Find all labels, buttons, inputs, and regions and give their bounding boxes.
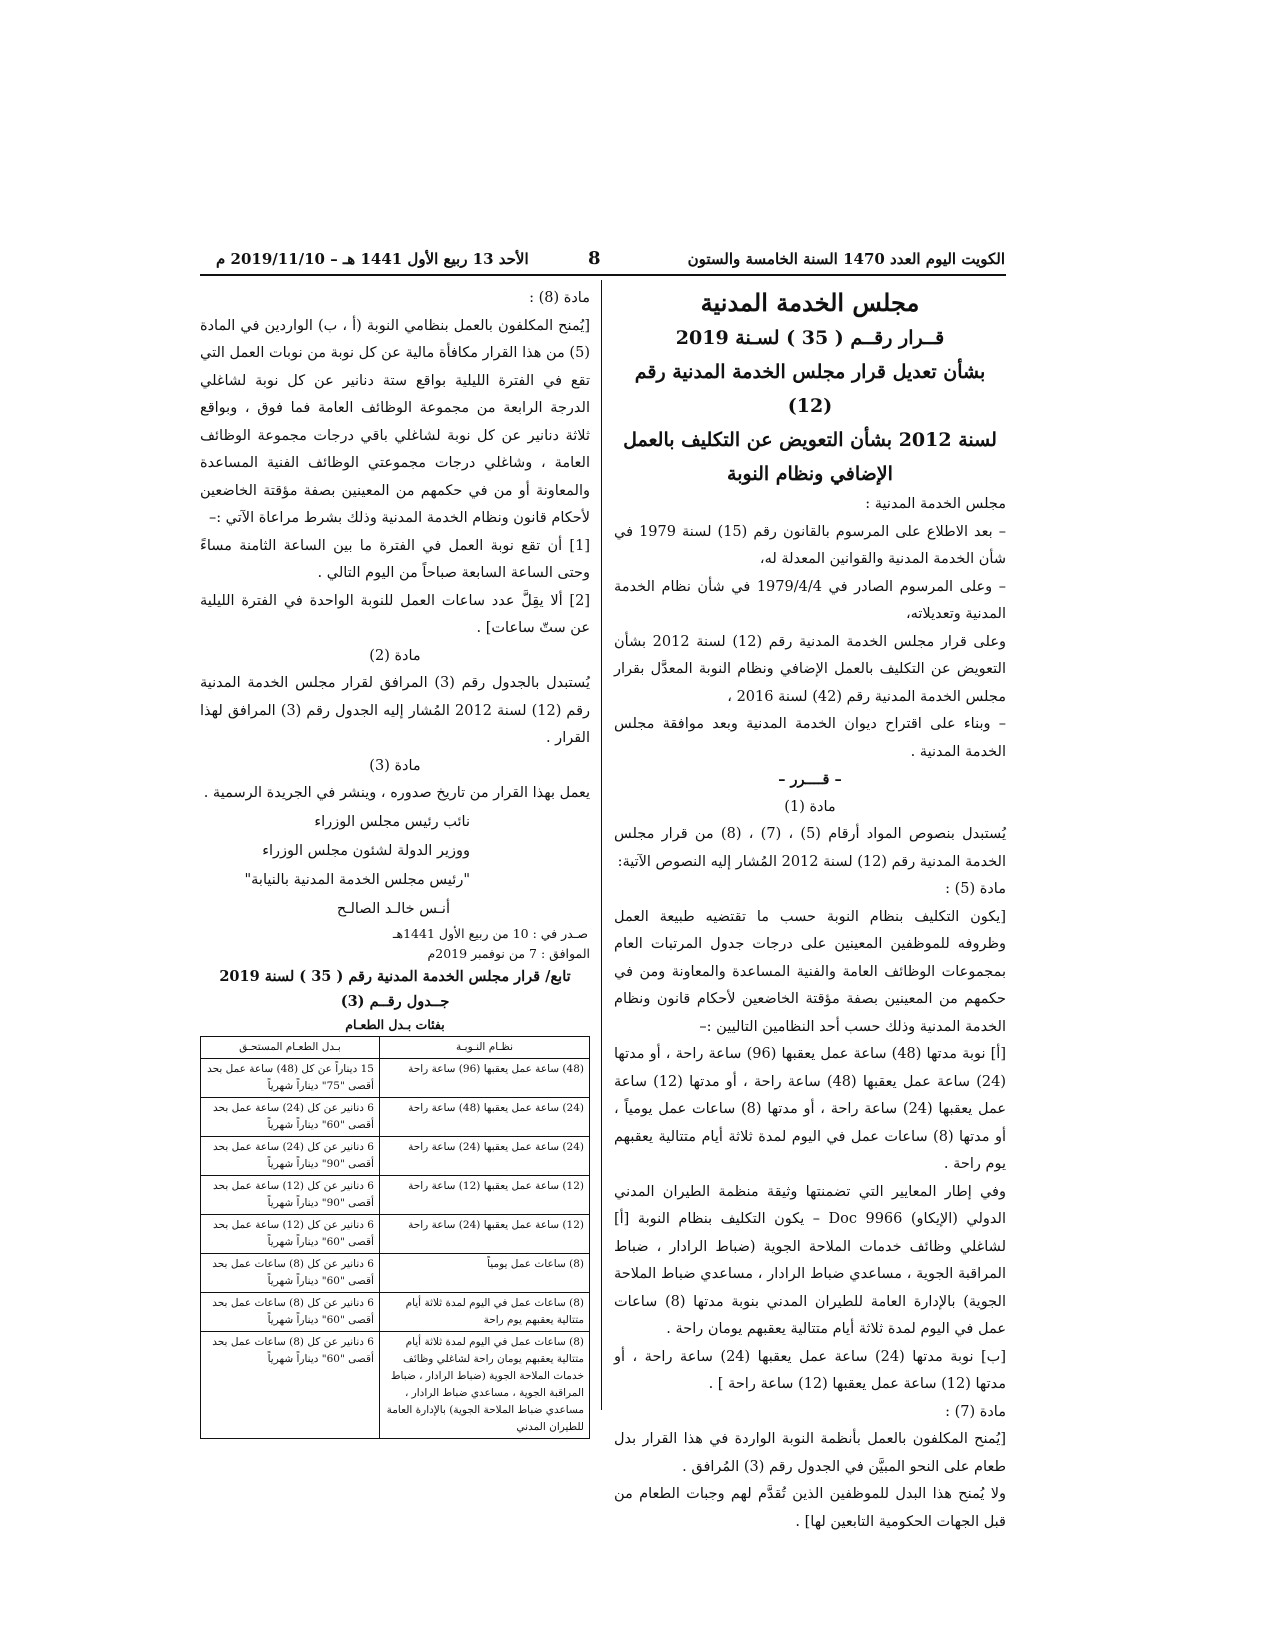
shift-system-cell: (8) ساعات عمل في اليوم لمدة ثلاثة أيام متتالية يعقبهم يوم راحة (379, 1292, 589, 1331)
right-paragraph: [ب] نوبة مدتها (24) ساعة عمل يعقبها (24) ساعة راحة ، أو مدتها (12) ساعة عمل يعقبها (12) ساعة راحة ] . (614, 1348, 1006, 1392)
shift-system-cell: (12) ساعة عمل يعقبها (12) ساعة راحة (379, 1175, 589, 1214)
decision-subject-line-2: لسنة 2012 بشأن التعويض عن التكليف بالعمل (623, 429, 997, 451)
signature-title-1: نائب رئيس مجلس الوزراء (314, 813, 470, 830)
left-paragraph: مادة (3) (369, 757, 421, 774)
table-row (201, 1331, 590, 1438)
header-rule (200, 274, 1006, 276)
council-title: مجلس الخدمة المدنية (700, 288, 920, 317)
signature-block (200, 808, 590, 924)
left-paragraph: [يُمنح المكلفون بالعمل بنظامي النوبة (أ ، ب) الواردين في المادة (5) من هذا القرار مكافأة مالية عن كل نوبة من نوبات العمل التي تقع في الفترة الليلية بواقع ستة دنانير عن كل نوبة لشاغلي الدرجة الرابعة من مجموعة الوظائف العامة فما فوق ، وبواقع ثلاثة دنانير عن كل نوبة لشاغلي باقي درجات مجموعة الوظائف العامة ، وشاغلي درجات مجموعتي الوظائف الفنية المساعدة والمعاونة أو من في حكمهم من المعينين بصفة مؤقتة الخاضعين لأحكام قانون ونظام الخدمة المدنية وذلك بشرط مراعاة الآتي :– (200, 317, 590, 526)
table-header-row (201, 1036, 590, 1058)
shift-system-cell: (8) ساعات عمل في اليوم لمدة ثلاثة أيام متتالية يعقبهم يومان راحة لشاغلي وظائف خدمات الملاحة الجوية (ضباط الرادار ، ضباط المراقبة الجوية ، مساعدي ضباط الرادار ، مساعدي ضباط الملاحة الجوية) بالإدارة العامة للطيران المدني (379, 1331, 589, 1438)
left-paragraph: [2] ألا يقِلَّ عدد ساعات العمل للنوبة الواحدة في الفترة الليلية عن ستّ ساعات] . (200, 592, 590, 636)
right-column (614, 285, 1006, 1536)
allowance-cell: 6 دنانير عن كل (12) ساعة عمل بحد أقصى "90" ديناراً شهرياً (201, 1175, 380, 1214)
allowance-cell: 6 دنانير عن كل (8) ساعات عمل بحد أقصى "60" ديناراً شهرياً (201, 1331, 380, 1438)
shift-system-cell: (48) ساعة عمل يعقبها (96) ساعة راحة (379, 1058, 589, 1097)
right-paragraph: – بعد الاطلاع على المرسوم بالقانون رقم (15) لسنة 1979 في شأن الخدمة المدنية والقوانين المعدلة له، (614, 523, 1006, 567)
table-row (201, 1214, 590, 1253)
column-divider (601, 280, 602, 1410)
right-paragraph: [يكون التكليف بنظام النوبة حسب ما تقتضيه طبيعة العمل وظروفه للموظفين المعينين على درجات جدول المرتبات العام بمجموعات الوظائف العامة والفنية المساعدة والمعاونة ومن في حكمهم من المعينين بصفة مؤقتة الخاضعين لأحكام قانون ونظام الخدمة المدنية وذلك حسب أحد النظامين التاليين :– (614, 908, 1006, 1035)
left-column-body (200, 285, 590, 808)
left-paragraph: يُستبدل بالجدول رقم (3) المرافق لقرار مجلس الخدمة المدنية رقم (12) لسنة 2012 المُشار إليه الجدول رقم (3) المرافق لهذا القرار . (200, 675, 590, 746)
signature-title-3: "رئيس مجلس الخدمة المدنية بالنيابة" (244, 871, 470, 888)
right-paragraph: ولا يُمنح هذا البدل للموظفين الذين تُقدَّم لهم وجبات الطعام من قبل الجهات الحكومية التابعين لها] . (614, 1486, 1006, 1530)
left-paragraph: مادة (2) (369, 647, 421, 664)
decision-subject-line-1: بشأن تعديل قرار مجلس الخدمة المدنية رقم (12) (634, 361, 986, 417)
signatory-name: أنـس خالـد الصالـح (336, 900, 450, 917)
right-paragraph: وعلى قرار مجلس الخدمة المدنية رقم (12) لسنة 2012 بشأن التعويض عن التكليف بالعمل الإضافي ونظام النوبة المعدَّل بقرار مجلس الخدمة المدنية رقم (42) لسنة 2016 ، (614, 633, 1006, 705)
right-paragraph: مادة (5) : (945, 881, 1006, 897)
decision-number: قــرار رقــم ( 35 ) لسـنة 2019 (675, 327, 945, 349)
shift-system-cell: (8) ساعات عمل يومياً (379, 1253, 589, 1292)
table-title: بفئات بـدل الطعـام (345, 1016, 445, 1032)
signature-title-2: ووزير الدولة لشئون مجلس الوزراء (262, 842, 470, 859)
allowance-cell: 6 دنانير عن كل (24) ساعة عمل بحد أقصى "90" ديناراً شهرياً (201, 1136, 380, 1175)
right-paragraph: مجلس الخدمة المدنية : (865, 496, 1006, 512)
allowance-cell: 15 ديناراً عن كل (48) ساعة عمل بحد أقصى "75" ديناراً شهرياً (201, 1058, 380, 1097)
page-number: 8 (588, 248, 601, 269)
shift-system-cell: (24) ساعة عمل يعقبها (48) ساعة راحة (379, 1097, 589, 1136)
table-row (201, 1058, 590, 1097)
right-paragraph: – قــــرر – (778, 771, 842, 788)
table-row (201, 1097, 590, 1136)
right-paragraph: – وعلى المرسوم الصادر في 1979/4/4 في شأن نظام الخدمة المدنية وتعديلاته، (614, 578, 1006, 622)
table-row (201, 1175, 590, 1214)
decision-subject-line-3: الإضافي ونظام النوبة (727, 463, 893, 485)
annex-title: تابع/ قرار مجلس الخدمة المدنية رقم ( 35 ) لسنة 2019 (219, 967, 571, 985)
allowance-cell: 6 دنانير عن كل (12) ساعة عمل بحد أقصى "60" ديناراً شهرياً (201, 1214, 380, 1253)
right-paragraph: مادة (7) : (945, 1403, 1006, 1420)
gregorian-date: الموافق : 7 من نوفمبر 2019م (427, 945, 590, 961)
left-column (200, 285, 590, 1439)
table-row (201, 1253, 590, 1292)
left-paragraph: يعمل بهذا القرار من تاريخ صدوره ، وينشر في الجريدة الرسمية . (203, 785, 590, 801)
allowance-cell: 6 دنانير عن كل (8) ساعات عمل بحد أقصى "60" ديناراً شهرياً (201, 1292, 380, 1331)
table-row (201, 1292, 590, 1331)
left-paragraph: مادة (8) : (529, 290, 590, 306)
column-header-allowance: بـدل الطعـام المستحـق (201, 1036, 380, 1058)
allowance-cell: 6 دنانير عن كل (8) ساعات عمل بحد أقصى "60" ديناراً شهرياً (201, 1253, 380, 1292)
header-publication: الكويت اليوم العدد 1470 السنة الخامسة والستون (687, 250, 1005, 268)
right-paragraph: [أ] نوبة مدتها (48) ساعة عمل يعقبها (96) ساعة راحة ، أو مدتها (24) ساعة عمل يعقبها (48) ساعة راحة ، أو مدتها (12) ساعة عمل يعقبها (24) ساعة راحة ، أو مدتها (8) ساعات عمل يومياً ، أو مدتها (8) ساعات عمل في اليوم لمدة ثلاثة أيام متتالية يعقبهم يوم راحة . (614, 1046, 1007, 1172)
left-paragraph: [1] أن تقع نوبة العمل في الفترة ما بين الساعة الثامنة مساءً وحتى الساعة السابعة صباحاً من اليوم التالي . (200, 537, 590, 581)
right-paragraph: – وبناء على اقتراح ديوان الخدمة المدنية وبعد موافقة مجلس الخدمة المدنية . (614, 716, 1006, 760)
header-date: الأحد 13 ربيع الأول 1441 هـ – 2019/11/10 م (216, 250, 529, 268)
right-column-body (614, 491, 1006, 1536)
column-header-shift-system: نظـام النـوبـة (379, 1036, 589, 1058)
table-row (201, 1136, 590, 1175)
issue-date: صـدر في : 10 من ربيع الأول 1441هـ (392, 925, 588, 941)
right-paragraph: وفي إطار المعايير التي تضمنتها وثيقة منظمة الطيران المدني الدولي (الإيكاو) 9966 Doc – يكون التكليف بنظام النوبة [أ] لشاغلي وظائف خدمات الملاحة الجوية (ضباط الرادار ، ضباط المراقبة الجوية ، مساعدي ضباط الرادار ، مساعدي ضباط الملاحة الجوية) بالإدارة العامة للطيران المدني بنوبة مدتها (8) ساعات عمل في اليوم لمدة ثلاثة أيام متتالية يعقبهم يومان راحة . (614, 1183, 1006, 1337)
right-paragraph: مادة (1) (784, 798, 836, 815)
allowance-cell: 6 دنانير عن كل (24) ساعة عمل بحد أقصى "60" ديناراً شهرياً (201, 1097, 380, 1136)
meal-allowance-table (200, 1036, 590, 1439)
shift-system-cell: (24) ساعة عمل يعقبها (24) ساعة راحة (379, 1136, 589, 1175)
table-number: جــدول رقــم (3) (340, 992, 450, 1010)
right-paragraph: يُستبدل بنصوص المواد أرقام (5) ، (7) ، (8) من قرار مجلس الخدمة المدنية رقم (12) لسنة 2012 المُشار إليه النصوص الآتية: (614, 826, 1006, 870)
right-paragraph: [يُمنح المكلفون بالعمل بأنظمة النوبة الواردة في هذا القرار بدل طعام على النحو المبيَّن في الجدول رقم (3) المُرافق . (614, 1431, 1006, 1475)
table-body (201, 1058, 590, 1438)
shift-system-cell: (12) ساعة عمل يعقبها (24) ساعة راحة (379, 1214, 589, 1253)
